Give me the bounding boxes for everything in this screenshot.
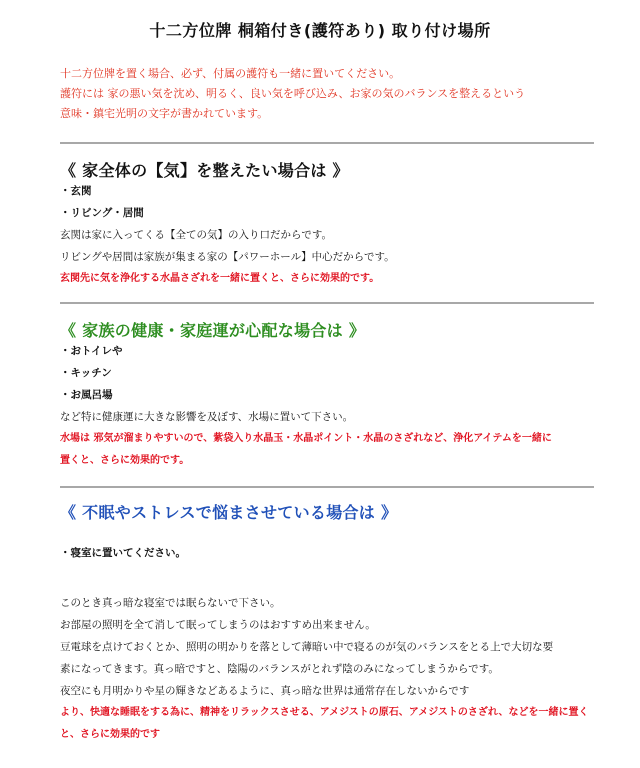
intro-line: 護符には 家の悪い気を沈め、明るく、良い気を呼び込み、お家の気のバランスを整えるという — [60, 87, 526, 100]
section-body-family-health — [60, 340, 600, 472]
location-item: ・おトイレや — [60, 345, 123, 357]
section-body-whole-house — [60, 180, 600, 290]
body-text: など特に健康運に大きな影響を及ぼす、水場に置いて下さい。 — [60, 411, 354, 423]
page-title: 十二方位牌 桐箱付き(護符あり) 取り付け場所 — [149, 21, 491, 40]
emphasis-text: 玄関先に気を浄化する水晶さざれを一緒に置くと、さらに効果的です。 — [60, 273, 380, 284]
section-divider — [60, 142, 594, 144]
body-text: 豆電球を点けておくとか、照明の明かりを落として薄暗い中で寝るのが気のバランスをとる上で大切な要 — [60, 641, 554, 653]
intro-line: 十二方位牌を置く場合、必ず、付属の護符も一緒に置いてください。 — [60, 67, 401, 80]
section-divider — [60, 302, 594, 304]
intro-notice — [60, 64, 600, 124]
location-item: ・リビング・居間 — [60, 207, 144, 219]
location-item: ・お風呂場 — [60, 389, 113, 401]
section-heading-whole-house: 《 家全体の【気】を整えたい場合は 》 — [60, 161, 349, 180]
emphasis-text: より、快適な睡眠をする為に、精神をリラックスさせる、アメジストの原石、アメジストのさざれ、などを一緒に置く — [60, 707, 589, 718]
body-text: 夜空にも月明かりや星の輝きなどあるように、真っ暗な世界は通常存在しないからです — [60, 685, 470, 697]
section-body-insomnia-stress — [60, 542, 600, 564]
location-item: ・玄関 — [60, 185, 92, 197]
emphasis-text: と、さらに効果的です — [60, 729, 160, 740]
section-heading-family-health: 《 家族の健康・家庭運が心配な場合は 》 — [60, 321, 366, 340]
emphasis-text: 水場は 邪気が溜まりやすいので、紫袋入り水晶玉・水晶ポイント・水晶のさざれなど、浄化アイテムを一緒に — [60, 433, 552, 444]
section-body-insomnia-stress-details — [60, 592, 600, 746]
location-item: ・寝室に置いてください。 — [60, 547, 186, 559]
body-text: 素になってきます。真っ暗ですと、陰陽のバランスがとれず陰のみになってしまうからです。 — [60, 663, 499, 675]
body-text: このとき真っ暗な寝室では眠らないで下さい。 — [60, 597, 281, 609]
intro-line: 意味・鎮宅光明の文字が書かれています。 — [60, 107, 269, 120]
section-divider — [60, 486, 594, 488]
body-text: お部屋の照明を全て消して眠ってしまうのはおすすめ出来ません。 — [60, 619, 376, 631]
emphasis-text: 置くと、さらに効果的です。 — [60, 455, 190, 466]
location-item: ・キッチン — [60, 367, 112, 379]
body-text: リビングや居間は家族が集まる家の【パワーホール】中心だからです。 — [60, 251, 395, 263]
body-text: 玄関は家に入ってくる【全ての気】の入り口だからです。 — [60, 229, 333, 241]
section-heading-insomnia-stress: 《 不眠やストレスで悩まさせている場合は 》 — [60, 503, 398, 522]
